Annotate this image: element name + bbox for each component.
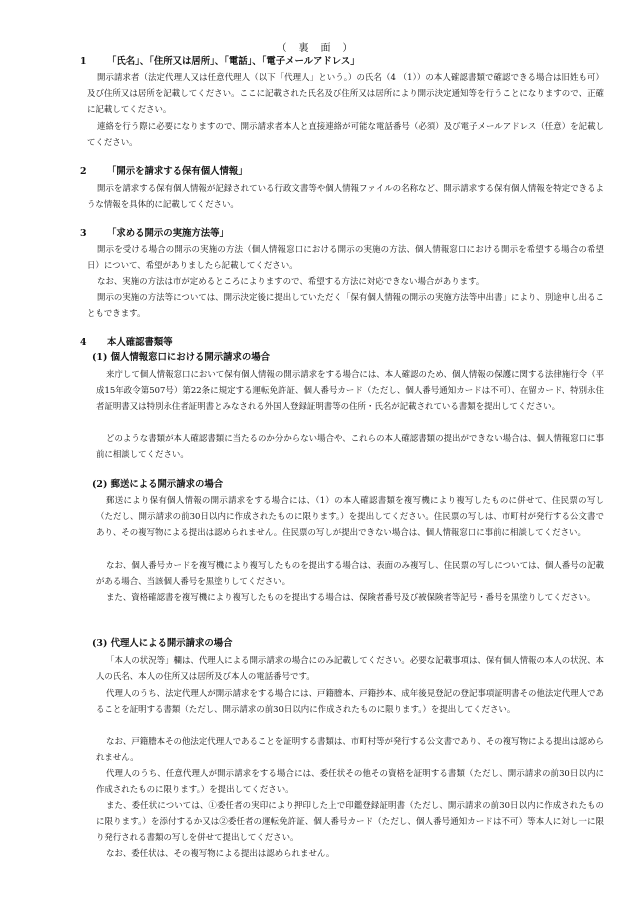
- section-number: 2: [80, 166, 87, 177]
- section-number: 1: [80, 56, 87, 67]
- subsection-3-paragraph-3: なお、戸籍謄本その他法定代理人であることを証明する書類は、市町村等が発行する公文書であり、その複写物による提出は認められません。: [96, 736, 604, 763]
- subsection-2-heading: (2) 郵送による開示請求の場合: [92, 479, 224, 490]
- section-1-paragraph-2: 連絡を行う際に必要になりますので、開示請求者本人と直接連絡が可能な電話番号（必須）及び電子メールアドレス（任意）を記載してください。: [87, 121, 604, 148]
- subsection-3-heading: (3) 代理人による開示請求の場合: [92, 638, 233, 649]
- subsection-2-paragraph-3: また、資格確認書を複写機により複写したものを提出する場合は、保険者番号及び被保険者等記号・番号を黒塗りしてください。: [106, 592, 596, 602]
- section-title: 「求める開示の実施方法等」: [107, 228, 229, 239]
- subsection-3-paragraph-5: また、委任状については、①委任者の実印により押印した上で印鑑登録証明書（ただし、開示請求の前30日以内に作成されたものに限ります。）を添付するか又は②委任者の運転免許証、個人番号カード（ただし、個人番号通知カードは不可）等本人に対し一に限り発行される書類の写しを併せて提出してください。: [96, 800, 604, 843]
- subsection-1-paragraph-2: どのような書類が本人確認書類に当たるのか分からない場合や、これらの本人確認書類の提出ができない場合は、個人情報窓口に事前に相談してください。: [96, 433, 604, 460]
- section-title: 「氏名」、「住所又は居所」、「電話」、「電子メールアドレス」: [107, 56, 360, 67]
- section-title: 本人確認書類等: [107, 337, 173, 348]
- subsection-2-paragraph-1: 郵送により保有個人情報の開示請求をする場合には、（1）の本人確認書類を複写機により複写したものに併せて、住民票の写し（ただし、開示請求の前30日以内に作成されたものに限ります。）を提出してください。住民票の写しは、市町村が発行する公文書であり、その複写物による提出は認められません。住民票の写しが提出できない場合は、個人情報窓口に事前に相談してください。: [96, 495, 604, 538]
- subsection-3-paragraph-2: 代理人のうち、法定代理人が開示請求をする場合には、戸籍謄本、戸籍抄本、成年後見登記の登記事項証明書その他法定代理人であることを証明する書類（ただし、開示請求の前30日以内に作成されたものに限ります。）を提出してください。: [96, 688, 604, 715]
- section-title: 「開示を請求する保有個人情報」: [107, 166, 248, 177]
- section-1-paragraph-1: 開示請求者（法定代理人又は任意代理人（以下「代理人」という。）の氏名（4 （1））の本人確認書類で確認できる場合は旧姓も可）及び住所又は居所を記載してください。ここに記載された氏名及び住所又は居所により開示決定通知等を行うことになりますので、正確に記載してください。: [87, 72, 604, 115]
- subsection-3-paragraph-1: 「本人の状況等」欄は、代理人による開示請求の場合にのみ記載してください。必要な記載事項は、保有個人情報の本人の状況、本人の氏名、本人の住所又は居所及び本人の電話番号です。: [96, 655, 604, 682]
- subsection-1-paragraph-1: 来庁して個人情報窓口において保有個人情報の開示請求をする場合には、本人確認のため、個人情報の保護に関する法律施行令（平成15年政令第507号）第22条に規定する運転免許証、個人番号カード（ただし、個人番号通知カードは不可）、在留カード、特別永住者証明書又は特別永住者証明書とみなされる外国人登録証明書等の住所・氏名が記載されている書類を提出してください。: [96, 369, 604, 412]
- section-3-paragraph-2: なお、実施の方法は市が定めるところによりますので、希望する方法に対応できない場合があります。: [97, 276, 485, 286]
- section-3-paragraph-3: 開示の実施の方法等については、開示決定後に提出していただく「保有個人情報の開示の実施方法等申出書」により、別途申し出ることもできます。: [87, 292, 604, 319]
- subsection-3-paragraph-4: 代理人のうち、任意代理人が開示請求をする場合には、委任状その他その資格を証明する書類（ただし、開示請求の前30日以内に作成されたものに限ります。）を提出してください。: [96, 768, 604, 795]
- page-title: （ 裏 面 ）: [276, 43, 354, 54]
- section-2-paragraph-1: 開示を請求する保有個人情報が記録されている行政文書等や個人情報ファイルの名称など、開示請求する保有個人情報を特定できるような情報を具体的に記載してください。: [87, 183, 604, 210]
- section-3-paragraph-1: 開示を受ける場合の開示の実施の方法（個人情報窓口における開示の実施の方法、個人情報窓口における開示を希望する場合の希望日）について、希望がありましたら記載してください。: [87, 244, 604, 271]
- section-number: 3: [80, 228, 87, 239]
- subsection-1-heading: (1) 個人情報窓口における開示請求の場合: [92, 352, 271, 363]
- subsection-3-paragraph-6: なお、委任状は、その複写物による提出は認められません。: [106, 848, 335, 858]
- section-number: 4: [80, 337, 87, 348]
- subsection-2-paragraph-2: なお、個人番号カードを複写機により複写したものを提出する場合は、表面のみ複写し、住民票の写しについては、個人番号の記載がある場合、当該個人番号を黒塗りしてください。: [96, 560, 604, 587]
